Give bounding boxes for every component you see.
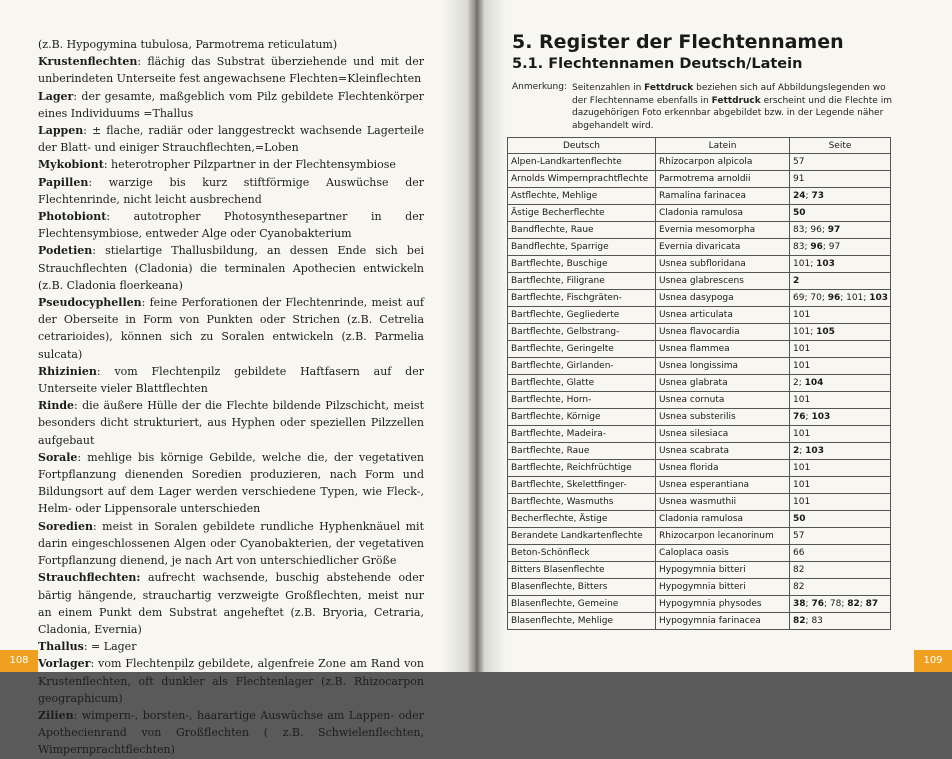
note-label: Anmerkung:	[512, 82, 567, 92]
table-row	[508, 222, 891, 239]
note-bold: Fettdruck	[644, 83, 694, 93]
glossary-entry	[38, 707, 424, 759]
glossary-entry	[38, 655, 424, 707]
cell-seite	[790, 256, 891, 273]
cell-seite	[790, 307, 891, 324]
table-row	[508, 511, 891, 528]
page-ref: 50	[793, 208, 806, 218]
cell-seite	[790, 392, 891, 409]
cell-deutsch: Bartflechte, Raue	[508, 443, 656, 460]
page-ref: 103	[811, 412, 831, 422]
cell-seite	[790, 477, 891, 494]
right-page	[484, 0, 952, 672]
cell-seite	[790, 528, 891, 545]
cell-latein: Usnea substerilis	[656, 409, 790, 426]
page-ref: 2	[793, 276, 800, 286]
cell-deutsch: Bartflechte, Glatte	[508, 375, 656, 392]
page-ref: 73	[811, 191, 824, 201]
glossary-entry	[38, 518, 424, 570]
page-ref: 82	[793, 582, 805, 592]
cell-deutsch: Astflechte, Mehlige	[508, 188, 656, 205]
page-separator: ;	[823, 599, 830, 609]
table-row	[508, 562, 891, 579]
cell-deutsch: Bitters Blasenflechte	[508, 562, 656, 579]
cell-deutsch: Bartflechte, Filigrane	[508, 273, 656, 290]
page-separator: ;	[804, 225, 811, 235]
cell-latein: Usnea glabrescens	[656, 273, 790, 290]
glossary-term: Lappen	[38, 124, 84, 138]
cell-seite	[790, 273, 891, 290]
page-ref: 101	[793, 344, 811, 354]
cell-deutsch: Bartflechte, Fischgräten-	[508, 290, 656, 307]
glossary-term: Podetien	[38, 244, 93, 258]
cell-deutsch: Bartflechte, Gelbstrang-	[508, 324, 656, 341]
glossary-definition: (z.B. Hypogymina tubulosa, Parmotrema reticulatum)	[38, 38, 338, 51]
cell-latein: Usnea glabrata	[656, 375, 790, 392]
table-row	[508, 545, 891, 562]
page-ref: 83	[793, 242, 805, 252]
cell-seite	[790, 171, 891, 188]
cell-latein: Cladonia ramulosa	[656, 511, 790, 528]
page-separator: ;	[804, 242, 811, 252]
cell-seite	[790, 494, 891, 511]
glossary-term: Rhizinien	[38, 364, 97, 378]
cell-deutsch: Bartflechte, Gegliederte	[508, 307, 656, 324]
glossary	[38, 36, 424, 759]
glossary-definition: : feine Perforationen der Flechtenrinde, meist auf der Oberseite in Form von Punkten oder Strichen (z.B. Cetrelia cetrarioides), können sich zu Soralen entwickeln (z.B. Parmelia sulcata)	[38, 296, 424, 361]
cell-deutsch: Bartflechte, Horn-	[508, 392, 656, 409]
glossary-definition: : flächig das Substrat überziehende und mit der unberindeten Unterseite fest angewachsene Flechten=Kleinflechten	[38, 55, 424, 86]
cell-seite	[790, 341, 891, 358]
cell-seite	[790, 409, 891, 426]
glossary-definition: : = Lager	[83, 640, 137, 654]
page-separator: ;	[810, 259, 817, 269]
glossary-definition: : die äußere Hülle der die Flechte bildende Pilzschicht, meist besonders dicht strukturiert, aus Hyphen oder speziellen Pilzzellen aufgebaut	[38, 399, 424, 447]
page-separator: ;	[804, 293, 811, 303]
cell-latein: Usnea scabrata	[656, 443, 790, 460]
table-row	[508, 171, 891, 188]
page-ref: 101	[846, 293, 864, 303]
page-ref: 70	[810, 293, 822, 303]
table-row	[508, 239, 891, 256]
table-row	[508, 426, 891, 443]
cell-latein: Usnea florida	[656, 460, 790, 477]
cell-seite	[790, 222, 891, 239]
page-ref: 66	[793, 548, 805, 558]
page-separator: ;	[799, 446, 806, 456]
page-ref: 105	[816, 327, 835, 337]
cell-latein: Hypogymnia farinacea	[656, 613, 790, 630]
glossary-definition: aufrecht wachsende, buschig abstehende oder bärtig hängende, strauchartig verzweigte Großflechten, meist nur an einem Punkt dem Substrat angeheftet (z.B. Bryoria, Cetraria, Cladonia, Evernia)	[38, 571, 424, 636]
page-ref: 57	[793, 157, 805, 167]
glossary-term: Krustenflechten	[38, 55, 138, 69]
page-ref: 101	[793, 429, 811, 439]
cell-deutsch: Bartflechte, Körnige	[508, 409, 656, 426]
glossary-entry	[38, 449, 424, 518]
table-row	[508, 188, 891, 205]
table-row	[508, 375, 891, 392]
table-header-row	[508, 138, 891, 154]
page-ref: 96	[827, 293, 841, 303]
glossary-entry	[38, 569, 424, 638]
table-row	[508, 154, 891, 171]
cell-latein: Ramalina farinacea	[656, 188, 790, 205]
glossary-definition: : warzige bis kurz stiftförmige Auswüchse der Flechtenrinde, nicht leicht ausbrechend	[38, 175, 424, 206]
cell-seite	[790, 426, 891, 443]
table-row	[508, 392, 891, 409]
page-separator: ;	[810, 327, 817, 337]
cell-latein: Parmotrema arnoldii	[656, 171, 790, 188]
cell-seite	[790, 460, 891, 477]
book-gutter	[468, 0, 484, 672]
page-separator: ;	[805, 412, 812, 422]
glossary-entry	[38, 208, 424, 242]
glossary-definition: : vom Flechtenpilz gebildete, algenfreie Zone am Rand von Krustenflechten, oft dunkler als Flechtenlager (z.B. Rhizocarpon geographicum)	[38, 657, 424, 705]
glossary-definition: : heterotropher Pilzpartner in der Flechtensymbiose	[103, 158, 396, 172]
glossary-definition: : wimpern-, borsten-, haarartige Auswüchse am Lappen- oder Apothecienrand von Großflechten ( z.B. Schwielenflechten, Wimpernprachtflechten)	[38, 708, 424, 757]
glossary-definition: : autotropher Photosynthesepartner in der Flechtensymbiose, entweder Alge oder Cyanobakterium	[38, 210, 424, 241]
table-row	[508, 358, 891, 375]
cell-deutsch: Bandflechte, Raue	[508, 222, 656, 239]
glossary-entry	[38, 397, 424, 449]
glossary-entry	[38, 53, 424, 87]
page-ref: 87	[865, 599, 879, 609]
page-ref: 103	[869, 293, 889, 303]
page-separator: ;	[840, 293, 847, 303]
cell-latein: Usnea articulata	[656, 307, 790, 324]
table-row	[508, 613, 891, 630]
table-row	[508, 477, 891, 494]
page-ref: 101	[793, 361, 811, 371]
glossary-term: Rinde	[38, 399, 75, 413]
table-row	[508, 494, 891, 511]
page-ref: 101	[793, 310, 811, 320]
page-ref: 101	[793, 480, 811, 490]
cell-latein: Rhizocarpon alpicola	[656, 154, 790, 171]
cell-deutsch: Arnolds Wimpernprachtflechte	[508, 171, 656, 188]
glossary-entry	[38, 122, 424, 156]
cell-latein: Hypogymnia bitteri	[656, 579, 790, 596]
cell-seite	[790, 596, 891, 613]
table-row	[508, 596, 891, 613]
cell-latein: Usnea flavocardia	[656, 324, 790, 341]
page-separator: ;	[798, 378, 805, 388]
page-separator: ;	[859, 599, 866, 609]
page-ref: 57	[793, 531, 805, 541]
page-separator: ;	[805, 616, 812, 626]
page-ref: 69	[793, 293, 805, 303]
glossary-term: Pseudocyphellen	[38, 296, 142, 310]
column-header-latein: Latein	[656, 138, 790, 154]
page-ref: 103	[816, 259, 835, 269]
page-ref: 78	[829, 599, 842, 609]
glossary-entry	[38, 174, 424, 208]
cell-seite	[790, 188, 891, 205]
cell-deutsch: Bandflechte, Sparrige	[508, 239, 656, 256]
glossary-term: Lager	[38, 89, 74, 103]
page-separator: ;	[821, 293, 828, 303]
cell-seite	[790, 579, 891, 596]
glossary-term: Thallus	[38, 640, 84, 654]
cell-deutsch: Berandete Landkartenflechte	[508, 528, 656, 545]
cell-latein: Hypogymnia physodes	[656, 596, 790, 613]
column-header-deutsch: Deutsch	[508, 138, 656, 154]
cell-deutsch: Blasenflechte, Mehlige	[508, 613, 656, 630]
page-separator: ;	[821, 225, 828, 235]
glossary-term: Papillen	[38, 175, 89, 189]
subsection-heading: 5.1. Flechtennamen Deutsch/Latein	[512, 56, 803, 72]
glossary-term: Vorlager	[38, 657, 91, 671]
table-body	[508, 154, 891, 630]
cell-seite	[790, 239, 891, 256]
cell-latein: Cladonia ramulosa	[656, 205, 790, 222]
cell-deutsch: Bartflechte, Geringelte	[508, 341, 656, 358]
cell-latein: Usnea longissima	[656, 358, 790, 375]
cell-latein: Usnea flammea	[656, 341, 790, 358]
cell-latein: Evernia divaricata	[656, 239, 790, 256]
cell-deutsch: Bartflechte, Girlanden-	[508, 358, 656, 375]
page-ref: 82	[793, 565, 805, 575]
table-row	[508, 579, 891, 596]
table-row	[508, 443, 891, 460]
cell-deutsch: Blasenflechte, Bitters	[508, 579, 656, 596]
cell-seite	[790, 375, 891, 392]
cell-deutsch: Bartflechte, Reichfrüchtige	[508, 460, 656, 477]
note-text-part: Seitenzahlen in	[572, 83, 645, 93]
section-heading: 5. Register der Flechtennamen	[512, 31, 844, 53]
glossary-term: Strauchflechten:	[38, 571, 141, 585]
table-row	[508, 324, 891, 341]
cell-latein: Usnea esperantiana	[656, 477, 790, 494]
glossary-term: Zilien	[38, 708, 74, 722]
page-ref: 83	[793, 225, 805, 235]
note-text-part: erscheint und die Flechte im dazugehörigen Foto erkennbar abgebildet bzw. in der Legende näher abgehandelt wird.	[572, 95, 892, 131]
table-row	[508, 256, 891, 273]
cell-seite	[790, 511, 891, 528]
glossary-entry	[38, 638, 424, 655]
column-header-seite: Seite	[790, 138, 891, 154]
glossary-definition: : stielartige Thallusbildung, an dessen Ende sich bei Strauchflechten (Cladonia) die terminalen Apothecien entwickeln (z.B. Cladonia floerkeana)	[38, 244, 424, 292]
cell-deutsch: Becherflechte, Ästige	[508, 511, 656, 528]
cell-latein: Usnea silesiaca	[656, 426, 790, 443]
note-bold: Fettdruck	[711, 95, 761, 106]
page-ref: 104	[804, 378, 824, 388]
left-page	[0, 0, 468, 757]
glossary-entry	[38, 363, 424, 397]
page-ref: 97	[827, 225, 841, 235]
cell-latein: Caloplaca oasis	[656, 545, 790, 562]
cell-latein: Usnea subfloridana	[656, 256, 790, 273]
page-ref: 101	[793, 395, 811, 405]
glossary-definition: : vom Flechtenpilz gebildete Haftfasern auf der Unterseite vieler Blattflechten	[38, 364, 424, 396]
cell-deutsch: Bartflechte, Buschige	[508, 256, 656, 273]
cell-deutsch: Bartflechte, Madeira-	[508, 426, 656, 443]
table-row	[508, 460, 891, 477]
glossary-entry	[38, 36, 424, 53]
note-text-part: beziehen sich auf Abbildungslegenden wo der Flechtenname ebenfalls in	[572, 83, 886, 106]
cell-seite	[790, 358, 891, 375]
page-ref: 101	[793, 497, 811, 507]
page-ref: 2	[793, 446, 800, 456]
page-separator: ;	[805, 191, 812, 201]
note-text	[572, 82, 892, 132]
cell-latein: Usnea cornuta	[656, 392, 790, 409]
page-separator: ;	[805, 599, 812, 609]
page-ref: 97	[828, 242, 841, 252]
page-ref: 101	[793, 259, 811, 269]
page-ref: 76	[811, 599, 824, 609]
table-row	[508, 273, 891, 290]
cell-latein: Hypogymnia bitteri	[656, 562, 790, 579]
table-row	[508, 341, 891, 358]
cell-seite	[790, 562, 891, 579]
page-ref: 96	[810, 242, 823, 252]
glossary-term: Soredien	[38, 519, 93, 533]
page-ref: 101	[793, 327, 811, 337]
page-separator: ;	[822, 242, 829, 252]
table-row	[508, 290, 891, 307]
table-row	[508, 205, 891, 222]
page-ref: 2	[793, 378, 799, 388]
table-row	[508, 528, 891, 545]
glossary-definition: : ± flache, radiär oder langgestreckt wachsende Lagerteile der Blatt- und einiger Strauchflechten,=Loben	[38, 124, 424, 155]
register-table	[507, 137, 891, 630]
glossary-entry	[38, 242, 424, 294]
page-number-left: 108	[0, 650, 38, 672]
page-separator: ;	[863, 293, 870, 303]
cell-seite	[790, 154, 891, 171]
cell-latein: Rhizocarpon lecanorinum	[656, 528, 790, 545]
glossary-definition: : mehlige bis körnige Gebilde, welche die, der vegetativen Fortpflanzung dienenden Soredien produzieren, nach Form und Bildungsort auf dem Lager werden verschiedene Typen, wie Fleck-, Helm- oder Lippensorale unterschieden	[38, 450, 424, 516]
cell-deutsch: Ästige Becherflechte	[508, 205, 656, 222]
cell-deutsch: Alpen-Landkartenflechte	[508, 154, 656, 171]
cell-deutsch: Beton-Schönfleck	[508, 545, 656, 562]
glossary-term: Sorale	[38, 450, 78, 464]
cell-seite	[790, 613, 891, 630]
page-separator: ;	[841, 599, 848, 609]
page-ref: 96	[810, 225, 822, 235]
cell-deutsch: Bartflechte, Skelettfinger-	[508, 477, 656, 494]
page-ref: 24	[793, 191, 806, 201]
cell-deutsch: Bartflechte, Wasmuths	[508, 494, 656, 511]
glossary-entry	[38, 88, 424, 122]
glossary-definition: : der gesamte, maßgeblich vom Pilz gebildete Flechtenkörper eines Individuums =Thallus	[38, 89, 424, 120]
table-row	[508, 409, 891, 426]
page-ref: 83	[811, 616, 823, 626]
glossary-definition: : meist in Soralen gebildete rundliche Hyphenknäuel mit darin eingeschlossenen Algen oder Cyanobakterien, der vegetativen Fortpflanzung dienend, je nach Art von unterschiedlicher Größe	[38, 519, 424, 568]
page-ref: 38	[793, 599, 806, 609]
glossary-entry	[38, 156, 424, 173]
page-number-right: 109	[914, 650, 952, 672]
page-ref: 103	[805, 446, 824, 456]
page-ref: 82	[847, 599, 860, 609]
table-row	[508, 307, 891, 324]
glossary-term: Mykobiont	[38, 158, 104, 172]
cell-seite	[790, 290, 891, 307]
cell-seite	[790, 545, 891, 562]
glossary-term: Photobiont	[38, 210, 107, 224]
glossary-entry	[38, 294, 424, 363]
cell-latein: Usnea dasypoga	[656, 290, 790, 307]
page-ref: 82	[793, 616, 806, 626]
page-ref: 76	[793, 412, 806, 422]
page-ref: 91	[793, 174, 805, 184]
cell-deutsch: Blasenflechte, Gemeine	[508, 596, 656, 613]
cell-latein: Evernia mesomorpha	[656, 222, 790, 239]
cell-seite	[790, 443, 891, 460]
cell-seite	[790, 324, 891, 341]
page-ref: 101	[793, 463, 811, 473]
cell-seite	[790, 205, 891, 222]
cell-latein: Usnea wasmuthii	[656, 494, 790, 511]
page-ref: 50	[793, 514, 806, 524]
